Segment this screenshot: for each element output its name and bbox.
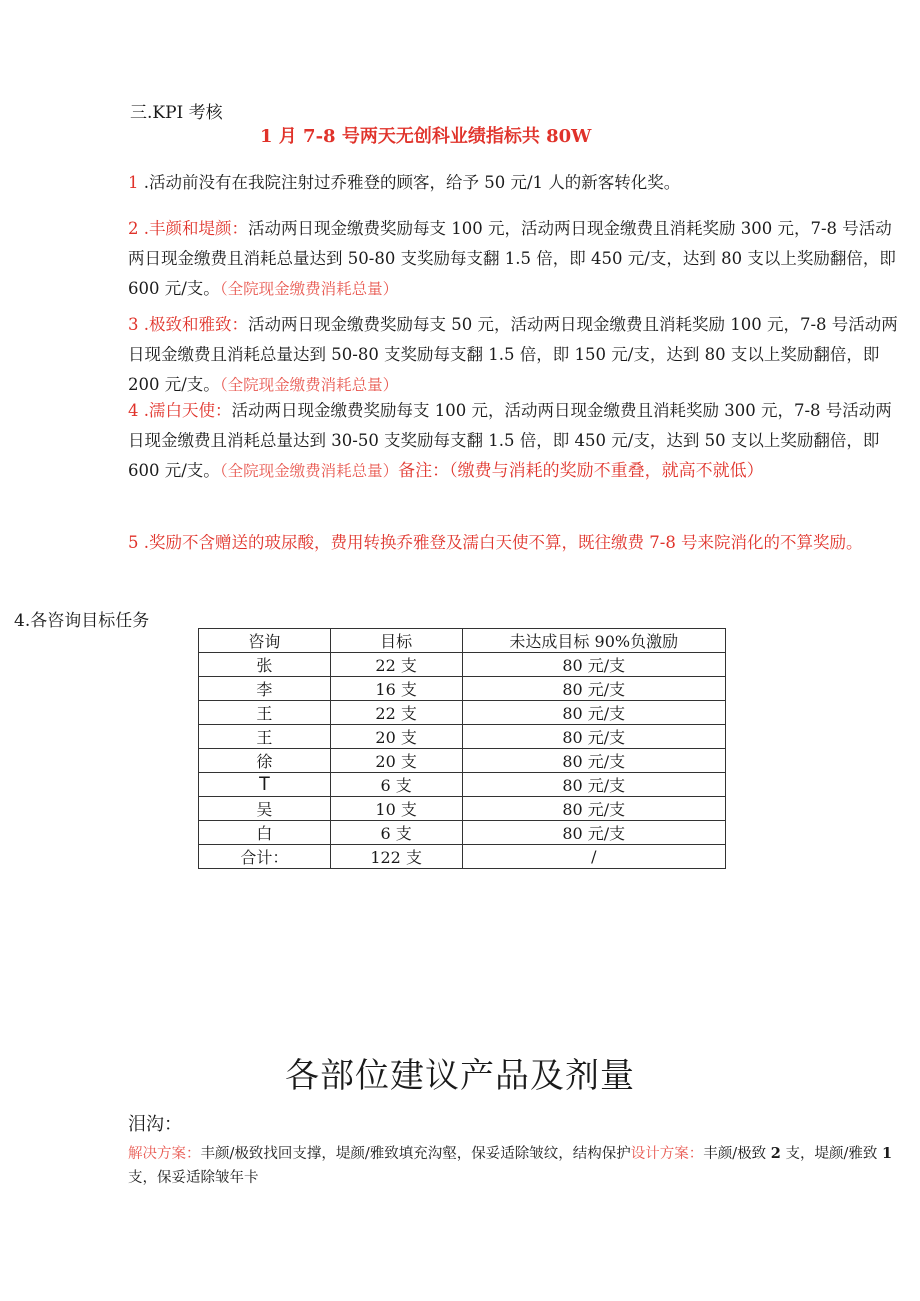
kpi-subtitle: 1 月 7-8 号两天无创科业绩指标共 80W [260,126,592,147]
design-text: 支，保妥适除皱年卡 [128,1170,259,1186]
design-label: 设计方案： [630,1146,704,1162]
item-number: 4 [128,401,139,420]
target-cell: 16 支 [330,677,462,701]
solution-label: 解决方案： [128,1146,201,1162]
penalty-cell: 80 元/支 [462,773,725,797]
item-label: .濡白天使： [143,401,232,420]
target-cell: 10 支 [330,797,462,821]
item-note: （全院现金缴费消耗总量） [219,376,399,394]
table-row [199,821,726,845]
table-total-row [199,845,726,869]
header-target: 目标 [330,629,462,653]
targets-heading: 4.各咨询目标任务 [14,611,150,631]
item-label: .丰颜和堤颜： [143,219,248,238]
target-cell: 22 支 [330,653,462,677]
tear-trough-label: 泪沟： [128,1114,182,1135]
kpi-item-2 [128,214,908,304]
item-text: 活动两日现金缴费奖励每支 100 元，活动两日现金缴费且消耗奖励 300 元，7-8 号活动两日现金缴费且消耗总量达到 30-50 支奖励每支翻 1.5 倍，即 450 元/支，达到 50 支以上奖励翻倍，即 600 元/支。 [128,401,892,480]
item-note: （全院现金缴费消耗总量） [219,280,399,298]
total-target-cell: 122 支 [330,845,462,869]
kpi-item-5 [128,528,908,558]
kpi-item-1 [128,168,908,198]
design-qty: 1 [881,1145,893,1162]
target-cell: 6 支 [330,773,462,797]
design-text: 丰颜/极致 [703,1146,771,1162]
item-number: 3 [128,315,139,334]
target-cell: 22 支 [330,701,462,725]
header-consultant: 咨询 [199,629,331,653]
item-note: （全院现金缴费消耗总量） [219,462,399,480]
header-penalty: 未达成目标 90%负激励 [462,629,725,653]
item-number: 5 [128,533,139,552]
penalty-cell: 80 元/支 [462,725,725,749]
penalty-cell: 80 元/支 [462,797,725,821]
item-number: 1 [128,173,139,192]
target-cell: 20 支 [330,749,462,773]
item-text: 活动两日现金缴费奖励每支 50 元，活动两日现金缴费且消耗奖励 100 元，7-8 号活动两日现金缴费且消耗总量达到 50-80 支奖励每支翻 1.5 倍，即 150 元/支，达到 80 支以上奖励翻倍，即 200 元/支。 [128,315,898,394]
item-label: .极致和雅致： [143,315,248,334]
table-row [199,653,726,677]
total-penalty-cell: / [462,845,725,869]
table-row [199,797,726,821]
total-label-cell: 合计： [199,845,331,869]
consultant-cell: T [199,773,331,797]
design-qty: 2 [770,1145,781,1162]
table-row [199,677,726,701]
consultant-cell: 白 [199,821,331,845]
design-text: 支，堤颜/雅致 [780,1146,882,1162]
consultant-cell: 徐 [199,749,331,773]
penalty-cell: 80 元/支 [462,701,725,725]
penalty-cell: 80 元/支 [462,749,725,773]
target-cell: 20 支 [330,725,462,749]
consultant-cell: 张 [199,653,331,677]
table-header-row [199,629,726,653]
table-row [199,701,726,725]
kpi-item-3 [128,310,908,400]
penalty-cell: 80 元/支 [462,821,725,845]
table-row [199,725,726,749]
item-text: .活动前没有在我院注射过乔雅登的顾客，给予 50 元/1 人的新客转化奖。 [143,173,681,192]
penalty-cell: 80 元/支 [462,653,725,677]
products-title: 各部位建议产品及剂量 [285,1056,635,1096]
consultant-cell: 李 [199,677,331,701]
kpi-item-4 [128,396,908,486]
target-cell: 6 支 [330,821,462,845]
tear-trough-solution [128,1142,908,1190]
item-remark: 备注：（缴费与消耗的奖励不重叠，就高不就低） [398,461,764,481]
consultant-cell: 王 [199,701,331,725]
table-row [199,749,726,773]
item-text: 活动两日现金缴费奖励每支 100 元，活动两日现金缴费且消耗奖励 300 元，7-8 号活动两日现金缴费且消耗总量达到 50-80 支奖励每支翻 1.5 倍，即 450 元/支，达到 80 支以上奖励翻倍，即 600 元/支。 [128,219,896,298]
section-heading: 三.KPI 考核 [130,103,223,123]
item-number: 2 [128,219,139,238]
solution-text: 丰颜/极致找回支撑，堤颜/雅致填充沟壑，保妥适除皱纹，结构保护 [200,1146,631,1162]
table-row [199,773,726,797]
consultant-cell: 王 [199,725,331,749]
consultant-cell: 吴 [199,797,331,821]
item-text: .奖励不含赠送的玻尿酸，费用转换乔雅登及濡白天使不算，既往缴费 7-8 号来院消化的不算奖励。 [143,533,863,552]
penalty-cell: 80 元/支 [462,677,725,701]
consultant-targets-table [198,628,726,869]
